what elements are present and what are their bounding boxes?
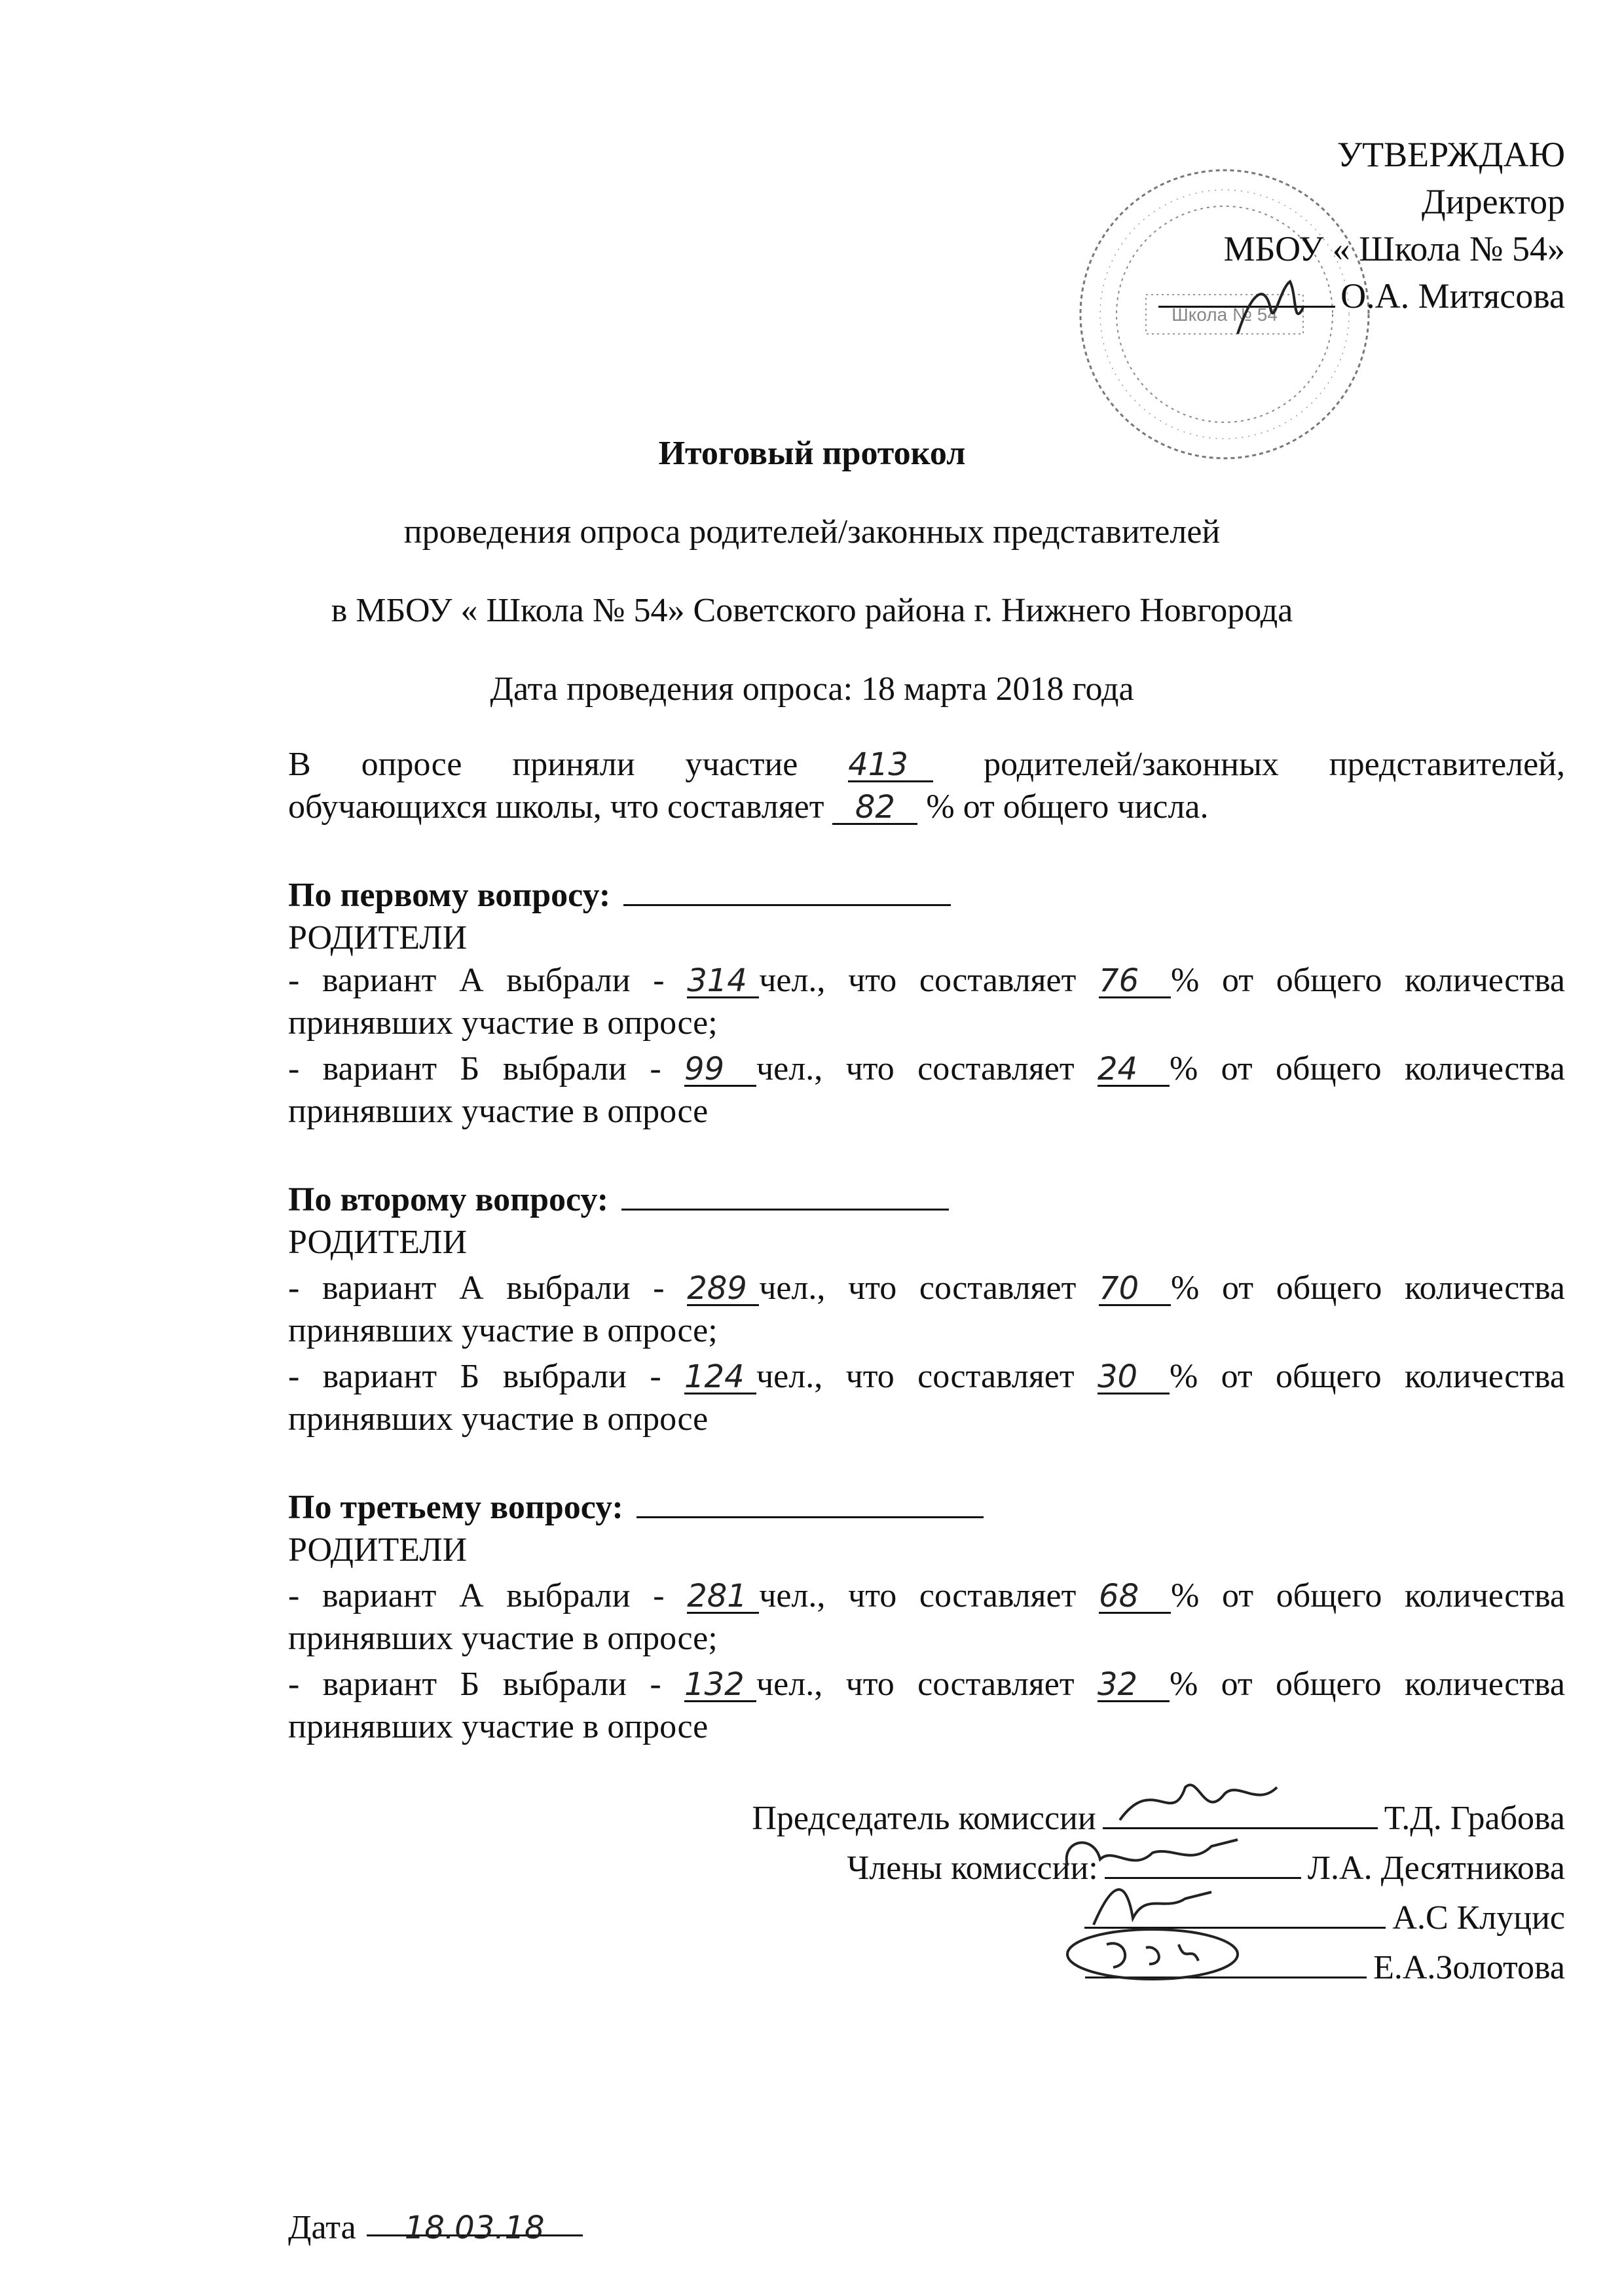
question-2-option-a xyxy=(288,1267,1565,1309)
question-2-option-a-tail: принявших участие в опросе; xyxy=(288,1312,718,1349)
member-2-name: А.С Клуцис xyxy=(1392,1899,1565,1937)
director-signature xyxy=(1225,268,1323,347)
q3-b-percent: 32 xyxy=(1098,1669,1170,1702)
option-b-prefix: - вариант Б выбрали - xyxy=(288,1050,661,1087)
question-1-heading-row xyxy=(288,874,1565,917)
participants-count: 413 xyxy=(848,749,933,782)
option-a-suffix: % от общего количества xyxy=(1171,1577,1566,1614)
intro-text-4: % от общего числа. xyxy=(926,788,1209,826)
question-2-option-b xyxy=(288,1355,1565,1398)
q3-b-count: 132 xyxy=(684,1669,756,1702)
question-1-blank xyxy=(623,878,951,906)
question-2-heading-row xyxy=(288,1178,1565,1221)
question-1-option-b xyxy=(288,1048,1565,1090)
option-a-prefix: - вариант А выбрали - xyxy=(288,962,665,999)
q2-b-count: 124 xyxy=(684,1361,756,1394)
q2-a-count: 289 xyxy=(687,1273,759,1306)
member-1-row xyxy=(517,1844,1565,1893)
intro-line-2 xyxy=(288,786,1565,828)
participants-percent: 82 xyxy=(832,792,917,825)
stamp-text: Школа № 54 xyxy=(1172,304,1278,325)
chair-label: Председатель комиссии xyxy=(752,1800,1096,1837)
option-b-suffix: % от общего количества xyxy=(1169,1666,1566,1703)
option-b-mid: чел., что составляет xyxy=(756,1666,1075,1703)
question-2-option-b-tail: принявших участие в опросе xyxy=(288,1400,709,1438)
option-a-mid: чел., что составляет xyxy=(759,1577,1077,1614)
chair-name: Т.Д. Грабова xyxy=(1384,1800,1565,1837)
approval-org: МБОУ « Школа № 54» xyxy=(1223,229,1565,268)
q2-a-percent: 70 xyxy=(1099,1273,1171,1306)
intro-text-2: родителей/законных представителей, xyxy=(984,746,1566,783)
option-a-suffix: % от общего количества xyxy=(1171,1269,1566,1307)
intro-text-1: В опросе приняли участие xyxy=(288,746,798,783)
q1-b-count: 99 xyxy=(684,1053,756,1087)
approval-title: УТВЕРЖДАЮ xyxy=(1337,135,1565,174)
intro-line-1 xyxy=(288,743,1565,786)
q3-a-percent: 68 xyxy=(1099,1580,1171,1614)
survey-date-line: Дата проведения опроса: 18 марта 2018 года xyxy=(490,670,1134,708)
q1-b-percent: 24 xyxy=(1098,1053,1170,1087)
question-3-option-a xyxy=(288,1575,1565,1617)
question-3-heading: По третьему вопросу: xyxy=(288,1489,623,1526)
option-a-mid: чел., что составляет xyxy=(759,1269,1077,1307)
q1-a-count: 314 xyxy=(687,965,759,998)
date-row xyxy=(288,2206,583,2249)
intro-text-3: обучающихся школы, что составляет xyxy=(288,788,824,826)
members-label: Члены комиссии: xyxy=(847,1850,1098,1887)
member-3-name: Е.А.Золотова xyxy=(1373,1949,1565,1986)
option-b-mid: чел., что составляет xyxy=(756,1358,1075,1395)
question-3-blank xyxy=(637,1490,984,1518)
document-subtitle-2: в МБОУ « Школа № 54» Советского района г. Нижнего Новгорода xyxy=(331,592,1293,629)
document-title: Итоговый протокол xyxy=(658,435,966,472)
approval-block xyxy=(1158,131,1565,319)
commission-block xyxy=(517,1794,1565,1993)
chair-signature xyxy=(1113,1768,1283,1833)
question-3-heading-row xyxy=(288,1486,1565,1529)
member-2-row xyxy=(517,1893,1565,1943)
question-3-option-b-tail: принявших участие в опросе xyxy=(288,1708,709,1745)
approval-signature-row xyxy=(1158,272,1565,319)
question-1-heading: По первому вопросу: xyxy=(288,877,611,914)
question-1-option-a-tail: принявших участие в опросе; xyxy=(288,1004,718,1042)
question-2-heading: По второму вопросу: xyxy=(288,1181,609,1218)
question-2-blank xyxy=(621,1182,949,1211)
option-a-mid: чел., что составляет xyxy=(759,962,1077,999)
question-2-group: РОДИТЕЛИ xyxy=(288,1224,468,1261)
director-name: О.А. Митясова xyxy=(1340,276,1565,316)
chair-row xyxy=(517,1794,1565,1844)
q3-a-count: 281 xyxy=(687,1580,759,1614)
question-3-group: РОДИТЕЛИ xyxy=(288,1531,468,1569)
option-a-prefix: - вариант А выбрали - xyxy=(288,1269,665,1307)
q2-b-percent: 30 xyxy=(1098,1361,1170,1394)
date-value: 18.03.18 xyxy=(367,2208,583,2236)
option-a-suffix: % от общего количества xyxy=(1171,962,1566,999)
question-3-option-a-tail: принявших участие в опросе; xyxy=(288,1620,718,1657)
approval-position: Директор xyxy=(1421,182,1565,221)
question-1-option-b-tail: принявших участие в опросе xyxy=(288,1093,709,1130)
document-subtitle-1: проведения опроса родителей/законных представителей xyxy=(403,513,1221,551)
option-b-mid: чел., что составляет xyxy=(756,1050,1075,1087)
option-b-suffix: % от общего количества xyxy=(1169,1050,1566,1087)
option-a-prefix: - вариант А выбрали - xyxy=(288,1577,665,1614)
member-3-signature xyxy=(1061,1918,1244,1984)
member-1-name: Л.А. Десятникова xyxy=(1307,1850,1565,1887)
question-1-group: РОДИТЕЛИ xyxy=(288,919,468,957)
member-3-row xyxy=(517,1943,1565,1993)
date-label: Дата xyxy=(288,2209,356,2246)
question-1-option-a xyxy=(288,959,1565,1002)
option-b-suffix: % от общего количества xyxy=(1169,1358,1566,1395)
option-b-prefix: - вариант Б выбрали - xyxy=(288,1358,661,1395)
q1-a-percent: 76 xyxy=(1099,965,1171,998)
option-b-prefix: - вариант Б выбрали - xyxy=(288,1666,661,1703)
question-3-option-b xyxy=(288,1663,1565,1705)
